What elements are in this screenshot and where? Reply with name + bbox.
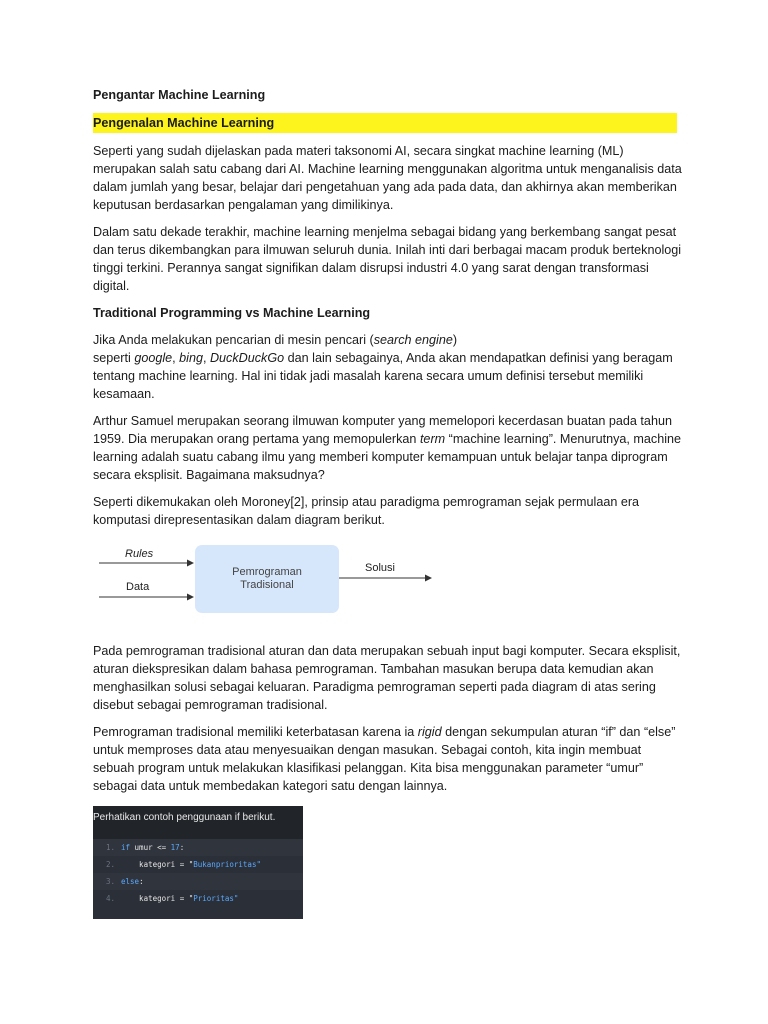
paragraph-arthur-samuel [93, 412, 683, 484]
data-label: Data [126, 581, 150, 593]
italic-text: search engine [373, 333, 453, 347]
code-example-header: Perhatikan contoh penggunaan if berikut. [93, 806, 303, 839]
italic-text: bing [179, 351, 203, 365]
code-keyword: if [121, 842, 131, 852]
code-text: kategori = " [121, 859, 194, 869]
rules-label: Rules [125, 548, 154, 560]
code-text: prioritas" [215, 859, 261, 869]
code-text: : [139, 876, 144, 886]
traditional-programming-diagram [95, 545, 455, 625]
code-keyword: else [121, 876, 140, 886]
code-line [93, 839, 303, 856]
box-line-2: Tradisional [240, 579, 294, 591]
text: “machine learning”. Menurutnya, machine learning adalah suatu cabang ilmu yang memberi komputer kemampuan untuk belajar tanpa diprogram secara eksplisit. Bagaimana maksudnya? [93, 432, 682, 482]
text: Pemrograman tradisional memiliki keterbatasan karena ia [93, 725, 418, 739]
code-line [93, 873, 303, 890]
paragraph-moroney: Seperti dikemukakan oleh Moroney[2], prinsip atau paradigma pemrograman sejak permulaan era komputasi direpresentasikan dalam diagram berikut. [93, 495, 640, 527]
italic-text: google [134, 351, 173, 365]
text: seperti [93, 351, 135, 365]
paragraph-traditional-explained: Pada pemrograman tradisional aturan dan data merupakan sebuah input bagi komputer. Secara eksplisit, aturan diekspresikan dalam bahasa pemrograman. Tambahan masukan berupa data kemudian akan menghasilkan solusi sebagai keluaran. Paradigma pemrograman seperti pada diagram di atas sering disebut sebagai pemrograman tradisional. [93, 644, 681, 712]
document-title: Pengantar Machine Learning [93, 88, 266, 102]
highlighted-subtitle: Pengenalan Machine Learning [93, 113, 677, 133]
line-number: 3. [105, 876, 115, 886]
code-text: umur <= [130, 842, 171, 852]
code-text: : [179, 842, 185, 852]
code-line [93, 856, 303, 873]
paragraph-limitation [93, 723, 683, 795]
solusi-label: Solusi [365, 562, 395, 574]
text: dengan sekumpulan aturan “if” dan “else” untuk memproses data atau menyesuaikan dengan masukan. Sebagai contoh, kita ingin membuat sebuah program untuk melakukan klasifikasi pelanggan. Kita bisa menggunakan parameter “umur” sebagai data untuk membedakan kategori satu dengan lainnya. [93, 725, 676, 793]
section-heading: Traditional Programming vs Machine Learning [93, 306, 371, 320]
italic-text: term [419, 432, 446, 446]
code-text: kategori = " [121, 893, 194, 903]
text: Arthur Samuel merupakan seorang ilmuwan komputer yang memelopori kecerdasan buatan pada tahun 1959. Dia merupakan orang pertama yang memopulerkan [93, 414, 672, 446]
paragraph-intro: Seperti yang sudah dijelaskan pada materi taksonomi AI, secara singkat machine learning (ML) merupakan salah satu cabang dari AI. Machine learning menggunakan algoritma untuk menganalisis data dalam jumlah yang besar, belajar dari pengetahuan yang ada pada data, dan akhirnya akan memberikan keputusan berdasarkan pengalaman yang dimilikinya. [93, 144, 682, 212]
paragraph-decade: Dalam satu dekade terakhir, machine learning menjelma sebagai bidang yang berkembang sangat pesat dan terus dikembangkan para ilmuwan seluruh dunia. Inilah inti dari berbagai macam produk berteknologi tinggi terkini. Perannya sangat signifikan dalam disrupsi industri 4.0 yang sarat dengan transformasi digital. [93, 225, 682, 293]
code-value: Prioritas [193, 893, 234, 903]
box-line-1: Pemrograman [232, 566, 302, 578]
italic-text: DuckDuckGo [209, 351, 285, 365]
code-line [93, 890, 303, 907]
code-example-image [93, 806, 303, 919]
code-value: Bukan [193, 859, 216, 869]
code-value: 17 [170, 842, 180, 852]
italic-text: rigid [417, 725, 442, 739]
text: dan lain sebagainya, Anda akan mendapatkan definisi yang beragam tentang machine learning. Hal ini tidak jadi masalah karena secara umum definisi tersebut memiliki kesamaan. [93, 351, 673, 401]
text: , [172, 351, 180, 365]
text: Jika Anda melakukan pencarian di mesin pencari ( [93, 333, 374, 347]
traditional-programming-box [195, 545, 339, 613]
line-number: 1. [105, 842, 115, 852]
text: ) [452, 333, 458, 347]
code-lines [93, 839, 303, 907]
line-number: 2. [105, 859, 115, 869]
paragraph-search-engine [93, 331, 683, 403]
code-text: " [233, 893, 239, 903]
text: , [202, 351, 210, 365]
line-number: 4. [105, 893, 115, 903]
document-page [93, 86, 683, 919]
